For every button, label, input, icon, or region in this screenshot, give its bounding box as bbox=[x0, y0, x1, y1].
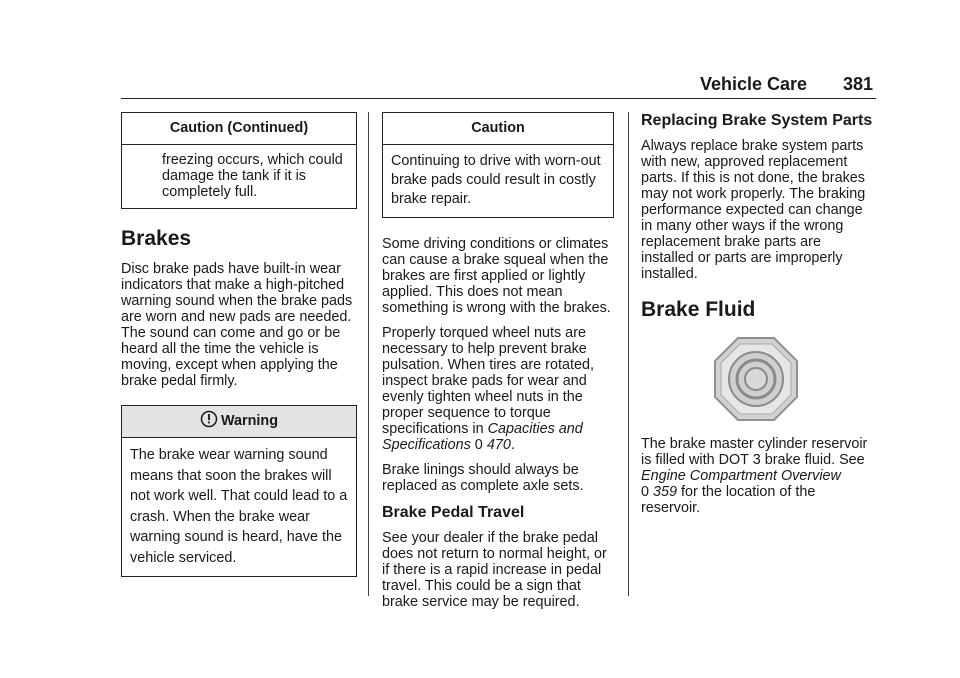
caution-continued-text: freezing occurs, which could damage the tank if it is completely full. bbox=[162, 152, 343, 200]
brake-pedal-paragraph: See your dealer if the brake pedal does not return to normal height, or if there is a rapid increase in pedal travel. This could be a sign that brake service may be required. bbox=[382, 530, 607, 610]
warning-text: The brake wear warning sound means that soon the brakes will not work well. That could lead to a crash. When the brake wear warning sound is heard, have the vehicle serviced. bbox=[130, 447, 348, 566]
caution-text: Continuing to drive with worn-out brake pads could result in costly brake repair. bbox=[391, 153, 601, 207]
caution-title: Caution bbox=[383, 113, 613, 145]
squeal-paragraph: Some driving conditions or climates can cause a brake squeal when the brakes are first applied or lightly applied. This does not mean something is wrong with the brakes. bbox=[382, 236, 611, 316]
brake-fluid-text-a: The brake master cylinder reservoir is filled with DOT 3 brake fluid. See bbox=[641, 436, 868, 468]
brake-fluid-text-b: for the location of the reservoir. bbox=[641, 484, 816, 516]
brake-fluid-reservoir-icon bbox=[713, 336, 877, 426]
torque-text: Properly torqued wheel nuts are necessary to help prevent brake pulsation. When tires are rotated, inspect brake pads for wear and evenly tighten wheel nuts in the proper sequence to torque specifications in bbox=[382, 325, 594, 437]
header-title: Vehicle Care bbox=[700, 74, 808, 94]
brake-fluid-heading: Brake Fluid bbox=[641, 298, 756, 321]
engine-compartment-link[interactable]: Engine Compartment Overview bbox=[641, 468, 841, 484]
linings-paragraph: Brake linings should always be replaced as complete axle sets. bbox=[382, 462, 584, 494]
brakes-paragraph: Disc brake pads have built-in wear indicators that make a high-pitched warning sound when the brake pads are worn and new pads are needed. The sound can come and go or be heard all the time the vehicle is moving, except when applying the brake pedal firmly. bbox=[121, 261, 353, 389]
column-1 bbox=[121, 112, 357, 577]
header-rule bbox=[121, 98, 876, 99]
column-3 bbox=[641, 112, 877, 525]
replacing-heading: Replacing Brake System Parts bbox=[641, 112, 873, 129]
page-ref-359[interactable]: 359 bbox=[653, 484, 678, 500]
warning-title: Warning bbox=[220, 413, 279, 429]
column-separator-2 bbox=[628, 112, 629, 596]
page-ref-symbol: 0 bbox=[641, 484, 650, 500]
warning-icon bbox=[200, 409, 218, 440]
caution-box bbox=[382, 112, 614, 218]
warning-header bbox=[122, 406, 356, 438]
warning-box bbox=[121, 405, 357, 577]
brake-fluid-paragraph bbox=[641, 436, 877, 516]
capacities-link[interactable]: Capacities and Specifications bbox=[382, 421, 583, 453]
period: . bbox=[510, 437, 515, 453]
page-number: 381 bbox=[843, 74, 874, 94]
brake-pedal-heading: Brake Pedal Travel bbox=[382, 504, 525, 521]
brakes-heading: Brakes bbox=[121, 227, 192, 250]
replacing-paragraph: Always replace brake system parts with new, approved replacement parts. If this is not done, the brakes may not work properly. The braking performance expected can change in many other ways if the wrong replacement brake parts are installed or parts are improperly installed. bbox=[641, 138, 866, 282]
torque-paragraph bbox=[382, 325, 614, 453]
caution-continued-title: Caution (Continued) bbox=[122, 113, 356, 145]
column-separator-1 bbox=[368, 112, 369, 596]
page-ref-symbol: 0 bbox=[474, 437, 483, 453]
caution-continued-box bbox=[121, 112, 357, 209]
page-ref-470[interactable]: 470 bbox=[486, 437, 511, 453]
column-2 bbox=[382, 112, 614, 619]
